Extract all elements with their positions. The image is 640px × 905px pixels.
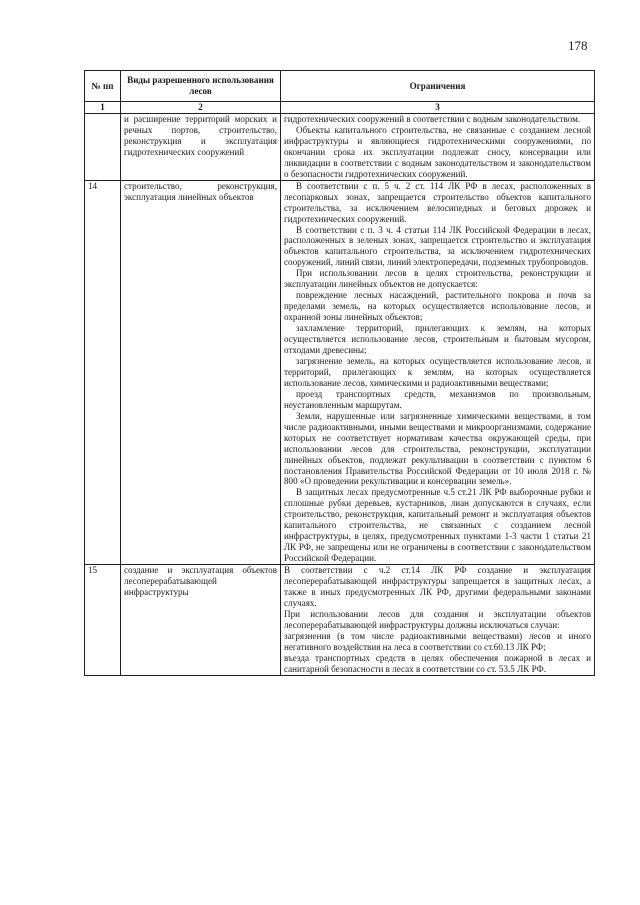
restrictions-cell [281,180,595,564]
restrictions-cell [281,565,595,676]
table-row [85,180,595,564]
usage-kind: и расширение территорий морских и речных портов, строительство, реконструкция и эксплуатация гидротехнических сооружений [121,114,281,181]
restriction-paragraph: загрязнение земель, на которых осуществляется использование лесов, и территорий, прилегающих к землям, на которых осуществляется использование лесов, химическими и радиоактивными веществами; [284,355,591,388]
restriction-paragraph: В соответствии с п. 5 ч. 2 ст. 114 ЛК РФ в лесах, расположенных в лесопарковых зонах, запрещается строительство объектов капитального строительства, за исключением велосипедных и беговых дорожек и гидротехнических сооружений. [284,180,591,224]
header-kind: Виды разрешенного использования лесов [121,71,281,102]
table-row [85,565,595,676]
restriction-paragraph: гидротехнических сооружений в соответствии с водным законодательством. [284,114,581,124]
restriction-paragraph: проезд транспортных средств, механизмов по произвольным, неустановленным маршрутам. [284,388,591,410]
restriction-paragraph: Земли, нарушенные или загрязненные химическими веществами, в том числе радиоактивными, иными веществами и микроорганизмами, содержание которых не соответствует нормативам качества окружающей среды, при использовании лесов для строительства, реконструкции, эксплуатации линейных объектов, подлежат рекультивации в соответствии с пунктом 6 постановления Правительства Российской Федерации от 10 июля 2018 г. № 800 «О проведении рекультивации и консервации земель». [284,410,591,487]
restriction-paragraph: В защитных лесах предусмотренные ч.5 ст.21 ЛК РФ выборочные рубки и сплошные рубки деревьев, кустарников, лиан допускаются в случаях, если строительство, реконструкция, капитальный ремонт и эксплуатация объектов капитального строительства, не связанных с созданием лесной инфраструктуры, в целях, предусмотренных пунктами 1-3 части 1 статьи 21 ЛК РФ, не запрещены или не ограничены в соответствии с законодательством Российской Федерации. [284,487,591,564]
table-row [85,114,595,181]
column-number: 3 [281,102,595,114]
usage-kind: создание и эксплуатация объектов лесоперерабатывающей инфраструктуры [121,565,281,676]
regulations-table [84,70,595,676]
header-restrictions: Ограничения [281,71,595,102]
restrictions-cell [281,114,595,181]
restriction-paragraph: В соответствии с ч.2 ст.14 ЛК РФ создание и эксплуатация лесоперерабатывающей инфраструктуры запрещается в защитных лесах, а также в иных предусмотренных ЛК РФ, другими федеральными законами случаях. [284,565,591,608]
row-number [85,114,121,181]
row-number: 14 [85,180,121,564]
restriction-paragraph: въезда транспортных средств в целях обеспечения пожарной в лесах и санитарной безопасности в лесах в соответствии со ст. 53.5 ЛК РФ. [284,652,591,674]
column-number: 1 [85,102,121,114]
header-num: № пп [85,71,121,102]
table-header-row [85,71,595,102]
restriction-paragraph: При использовании лесов для создания и эксплуатации объектов лесоперерабатывающей инфраструктуры должны исключаться случаи: [284,608,591,630]
restriction-paragraph: Объекты капитального строительства, не связанные с созданием лесной инфраструктуры и являющиеся гидротехническими сооружениями, по окончании срока их эксплуатации подлежат сносу, консервации или ликвидации в соответствии с водным законодательством и законодательством о безопасности гидротехнических сооружений. [284,124,591,179]
column-number: 2 [121,102,281,114]
restriction-paragraph: При использовании лесов в целях строительства, реконструкции и эксплуатации линейных объектов не допускается: [284,268,591,290]
column-numbers-row [85,102,595,114]
restriction-paragraph: загрязнения (в том числе радиоактивными веществами) лесов и иного негативного воздействия на леса в соответствии со ст.60.13 ЛК РФ; [284,630,591,652]
row-number: 15 [85,565,121,676]
restriction-paragraph: повреждение лесных насаждений, растительного покрова и почв за пределами земель, на которых осуществляется использование лесов, и охранной зоны линейных объектов; [284,290,591,323]
restriction-paragraph: захламление территорий, прилегающих к землям, на которых осуществляется использование лесов, строительным и бытовым мусором, отходами древесины; [284,323,591,356]
usage-kind: строительство, реконструкция, эксплуатация линейных объектов [121,180,281,564]
page-number: 178 [568,38,588,53]
restriction-paragraph: В соответствии с п. 3 ч. 4 статьи 114 ЛК Российской Федерации в лесах, расположенных в зеленых зонах, запрещается строительство и эксплуатация объектов капитального строительства, за исключением гидротехнических сооружений, линий связи, линий электропередачи, подземных трубопроводов. [284,224,591,268]
